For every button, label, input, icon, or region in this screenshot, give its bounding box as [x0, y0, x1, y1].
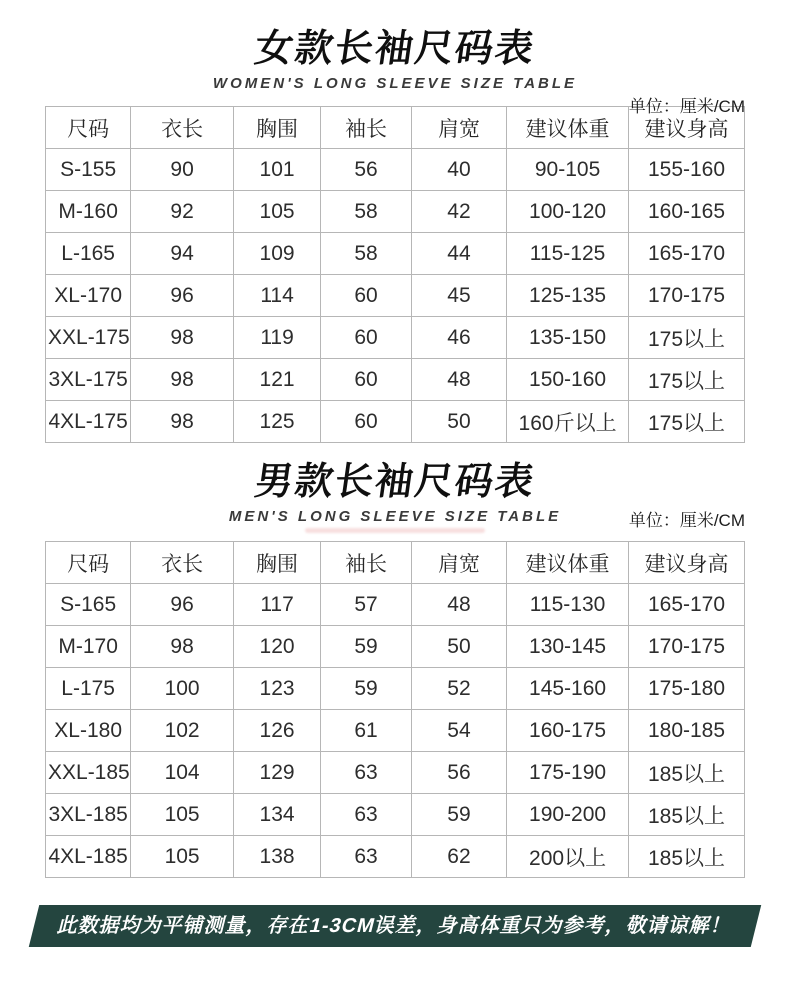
women-size-table [45, 106, 745, 443]
table-cell: 121 [233, 359, 320, 401]
table-cell: 61 [321, 710, 412, 752]
table-cell: 90 [131, 149, 234, 191]
table-cell: 42 [411, 191, 506, 233]
table-cell: 60 [321, 359, 412, 401]
table-cell: 165-170 [629, 584, 745, 626]
table-cell: 123 [233, 668, 320, 710]
table-cell: 185以上 [629, 752, 745, 794]
table-cell: 40 [411, 149, 506, 191]
table-cell: 94 [131, 233, 234, 275]
table-cell: 185以上 [629, 836, 745, 878]
table-cell: 56 [411, 752, 506, 794]
women-section-title [0, 26, 790, 72]
table-row [46, 836, 745, 878]
table-cell: 44 [411, 233, 506, 275]
column-header: 建议身高 [629, 542, 745, 584]
table-cell: 114 [233, 275, 320, 317]
table-cell: L-175 [46, 668, 131, 710]
column-header: 建议体重 [507, 107, 629, 149]
table-cell: 54 [411, 710, 506, 752]
column-header: 衣长 [131, 107, 234, 149]
table-cell: 120 [233, 626, 320, 668]
table-cell: 109 [233, 233, 320, 275]
table-cell: 125-135 [507, 275, 629, 317]
column-header: 胸围 [233, 542, 320, 584]
table-cell: 92 [131, 191, 234, 233]
table-cell: 160-175 [507, 710, 629, 752]
table-row [46, 401, 745, 443]
table-cell: 105 [233, 191, 320, 233]
table-cell: 56 [321, 149, 412, 191]
table-cell: 98 [131, 359, 234, 401]
table-cell: 90-105 [507, 149, 629, 191]
men-table-body [46, 584, 745, 878]
table-row [46, 191, 745, 233]
table-cell: S-165 [46, 584, 131, 626]
column-header: 尺码 [46, 107, 131, 149]
women-size-section [0, 0, 790, 443]
table-cell: 3XL-175 [46, 359, 131, 401]
table-cell: 130-145 [507, 626, 629, 668]
table-cell: 180-185 [629, 710, 745, 752]
table-cell: 135-150 [507, 317, 629, 359]
column-header: 肩宽 [411, 107, 506, 149]
table-cell: XXL-175 [46, 317, 131, 359]
table-cell: 50 [411, 401, 506, 443]
table-cell: M-170 [46, 626, 131, 668]
table-cell: 63 [321, 794, 412, 836]
table-cell: 48 [411, 584, 506, 626]
table-cell: 165-170 [629, 233, 745, 275]
column-header: 建议体重 [507, 542, 629, 584]
table-cell: 63 [321, 836, 412, 878]
column-header: 袖长 [321, 542, 412, 584]
table-cell: 134 [233, 794, 320, 836]
table-cell: 115-130 [507, 584, 629, 626]
table-cell: 63 [321, 752, 412, 794]
footer-disclaimer-text: 此数据均为平铺测量，存在1-3CM误差，身高体重只为参考，敬请谅解！ [55, 915, 735, 937]
table-cell: 150-160 [507, 359, 629, 401]
table-cell: L-165 [46, 233, 131, 275]
table-cell: 117 [233, 584, 320, 626]
women-unit-label: 单位：厘米/CM [628, 97, 745, 116]
footer-area [0, 905, 790, 947]
table-cell: 155-160 [629, 149, 745, 191]
table-cell: 57 [321, 584, 412, 626]
table-cell: XXL-185 [46, 752, 131, 794]
table-cell: 62 [411, 836, 506, 878]
table-cell: 48 [411, 359, 506, 401]
men-section-subtitle: MEN'S LONG SLEEVE SIZE TABLE [228, 508, 562, 525]
men-section-title [0, 459, 790, 505]
table-cell: 45 [411, 275, 506, 317]
table-cell: 190-200 [507, 794, 629, 836]
table-cell: 59 [321, 626, 412, 668]
table-cell: 96 [131, 275, 234, 317]
men-size-table [45, 541, 745, 878]
table-cell: 105 [131, 836, 234, 878]
table-cell: 102 [131, 710, 234, 752]
table-cell: 145-160 [507, 668, 629, 710]
column-header: 尺码 [46, 542, 131, 584]
table-cell: 60 [321, 317, 412, 359]
table-row [46, 149, 745, 191]
table-cell: 60 [321, 275, 412, 317]
table-cell: 104 [131, 752, 234, 794]
table-cell: 4XL-175 [46, 401, 131, 443]
table-cell: 58 [321, 191, 412, 233]
table-row [46, 668, 745, 710]
table-cell: 200以上 [507, 836, 629, 878]
table-row [46, 626, 745, 668]
table-cell: 138 [233, 836, 320, 878]
table-cell: 105 [131, 794, 234, 836]
women-section-subtitle: WOMEN'S LONG SLEEVE SIZE TABLE [212, 75, 578, 92]
women-table-body [46, 149, 745, 443]
table-cell: 126 [233, 710, 320, 752]
column-header: 胸围 [233, 107, 320, 149]
column-header: 肩宽 [411, 542, 506, 584]
table-row [46, 233, 745, 275]
table-cell: 185以上 [629, 794, 745, 836]
column-header: 袖长 [321, 107, 412, 149]
column-header: 建议身高 [629, 107, 745, 149]
column-header: 衣长 [131, 542, 234, 584]
table-cell: 98 [131, 401, 234, 443]
table-cell: 98 [131, 317, 234, 359]
table-cell: 60 [321, 401, 412, 443]
table-cell: M-160 [46, 191, 131, 233]
table-cell: 4XL-185 [46, 836, 131, 878]
table-cell: 46 [411, 317, 506, 359]
table-cell: 170-175 [629, 626, 745, 668]
table-row [46, 584, 745, 626]
footer-disclaimer-banner [29, 905, 761, 947]
header-row [46, 542, 745, 584]
table-cell: 175以上 [629, 359, 745, 401]
table-row [46, 752, 745, 794]
men-table-header [46, 542, 745, 584]
table-cell: 170-175 [629, 275, 745, 317]
table-cell: 175以上 [629, 317, 745, 359]
table-row [46, 359, 745, 401]
table-row [46, 710, 745, 752]
men-unit-label: 单位：厘米/CM [628, 511, 745, 530]
table-cell: 125 [233, 401, 320, 443]
table-cell: 59 [321, 668, 412, 710]
table-cell: 119 [233, 317, 320, 359]
table-cell: 98 [131, 626, 234, 668]
table-row [46, 794, 745, 836]
table-cell: 100-120 [507, 191, 629, 233]
table-row [46, 317, 745, 359]
table-row [46, 275, 745, 317]
table-cell: 175以上 [629, 401, 745, 443]
table-cell: 160斤以上 [507, 401, 629, 443]
men-subtitle-underline-decoration [305, 528, 485, 533]
table-cell: 100 [131, 668, 234, 710]
men-section-title-text: 男款长袖尺码表 [252, 461, 538, 503]
table-cell: 175-180 [629, 668, 745, 710]
table-cell: 129 [233, 752, 320, 794]
men-size-section [0, 443, 790, 878]
table-cell: 115-125 [507, 233, 629, 275]
table-cell: XL-180 [46, 710, 131, 752]
women-section-title-text: 女款长袖尺码表 [252, 28, 538, 70]
table-cell: 175-190 [507, 752, 629, 794]
table-cell: 52 [411, 668, 506, 710]
table-cell: 59 [411, 794, 506, 836]
table-cell: 58 [321, 233, 412, 275]
table-cell: 3XL-185 [46, 794, 131, 836]
table-cell: XL-170 [46, 275, 131, 317]
table-cell: 101 [233, 149, 320, 191]
table-cell: 160-165 [629, 191, 745, 233]
table-cell: S-155 [46, 149, 131, 191]
table-cell: 50 [411, 626, 506, 668]
table-cell: 96 [131, 584, 234, 626]
